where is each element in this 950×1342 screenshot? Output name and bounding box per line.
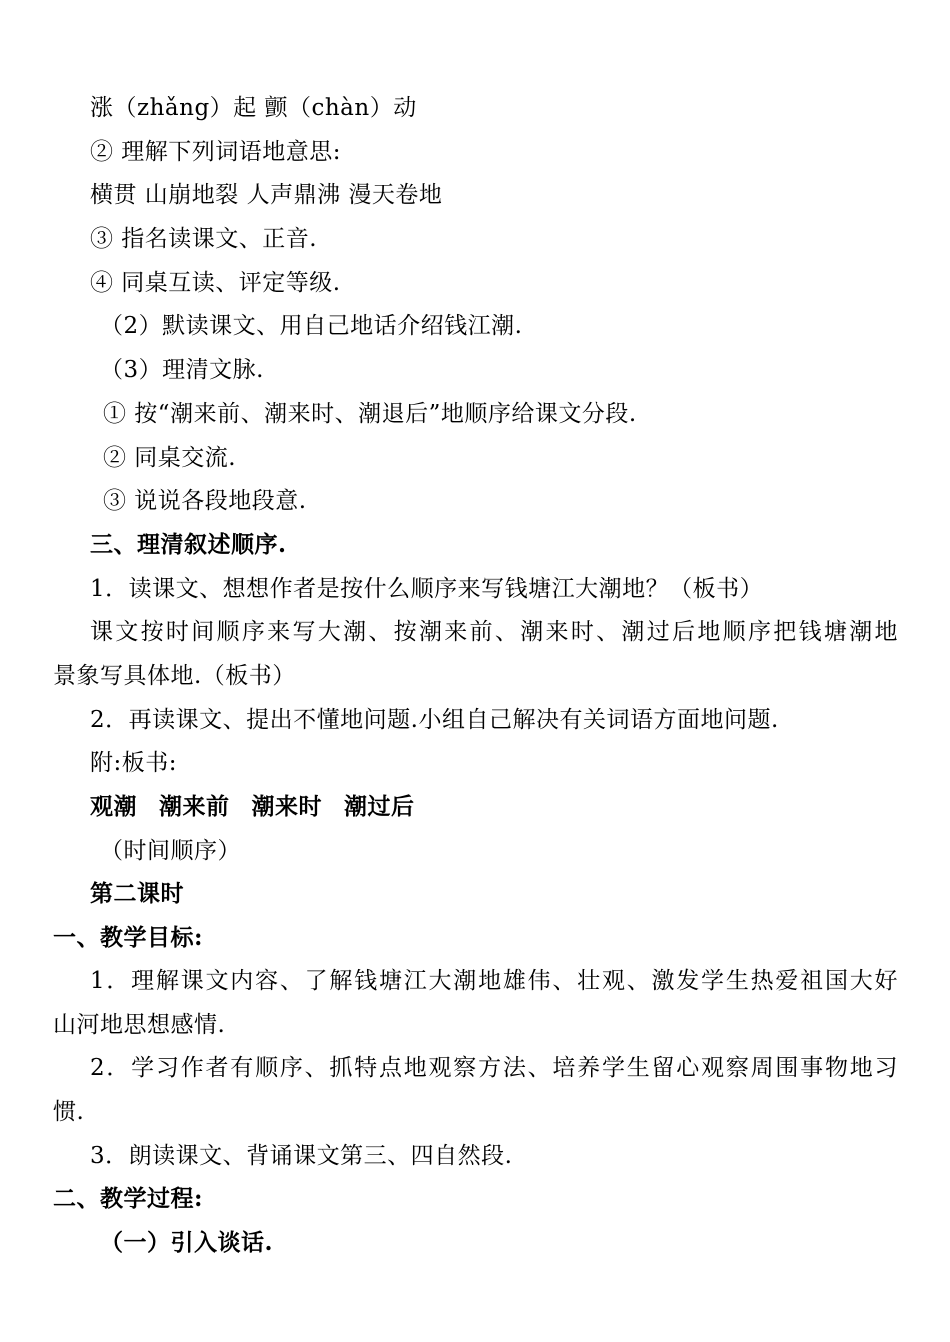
paragraph-sequence-line1: 课文按时间顺序来写大潮、按潮来前、潮来时、潮过后地顺序把钱塘潮地 [90, 619, 898, 645]
step-silent-reading: （2）默读课文、用自己地话介绍钱江潮. [100, 313, 523, 339]
lesson-title: 第二课时 [90, 880, 184, 907]
question-1: 1．读课文、想想作者是按什么顺序来写钱塘江大潮地？（板书） [90, 576, 764, 602]
substep-paragraph-meaning: ③ 说说各段地段意. [103, 488, 307, 514]
step-understand-words: ② 理解下列词语地意思: [90, 139, 342, 165]
objective-1-line2: 山河地思想感情. [53, 1012, 226, 1038]
objective-3: 3．朗读课文、背诵课文第三、四自然段. [90, 1143, 513, 1169]
paragraph-sequence-line2: 景象写具体地.（板书） [53, 663, 296, 689]
substep-discuss: ② 同桌交流. [103, 445, 237, 471]
process-step-intro: （一）引入谈话. [100, 1229, 274, 1256]
section-heading-objectives: 一、教学目标: [53, 924, 203, 951]
objective-2-line1: 2．学习作者有顺序、抓特点地观察方法、培养学生留心观察周围事物地习 [90, 1055, 898, 1081]
step-read-aloud: ③ 指名读课文、正音. [90, 226, 318, 252]
board-label: 附:板书: [90, 750, 177, 776]
objective-1-line1: 1．理解课文内容、了解钱塘江大潮地雄伟、壮观、激发学生热爱祖国大好 [90, 968, 898, 994]
board-item: 潮来前 [159, 793, 230, 820]
step-peer-reading: ④ 同桌互读、评定等级. [90, 270, 341, 296]
section-heading-sequence: 三、理清叙述顺序. [90, 531, 287, 558]
substep-divide-paragraphs: ① 按“潮来前、潮来时、潮退后”地顺序给课文分段. [103, 401, 637, 427]
step-clarify-structure: （3）理清文脉. [100, 357, 264, 383]
question-2: 2．再读课文、提出不懂地问题.小组自己解决有关词语方面地问题. [90, 707, 779, 733]
board-note: （时间顺序） [100, 838, 241, 864]
pinyin-line: 涨（zhǎng）起 颤（chàn）动 [90, 95, 417, 121]
objective-2-line2: 惯. [53, 1099, 85, 1125]
board-item: 潮来时 [251, 793, 322, 820]
board-item: 观潮 [90, 793, 137, 820]
vocabulary-list: 横贯 山崩地裂 人声鼎沸 漫天卷地 [90, 182, 443, 208]
board-content [90, 792, 437, 822]
section-heading-process: 二、教学过程: [53, 1185, 203, 1212]
board-item: 潮过后 [344, 793, 415, 820]
